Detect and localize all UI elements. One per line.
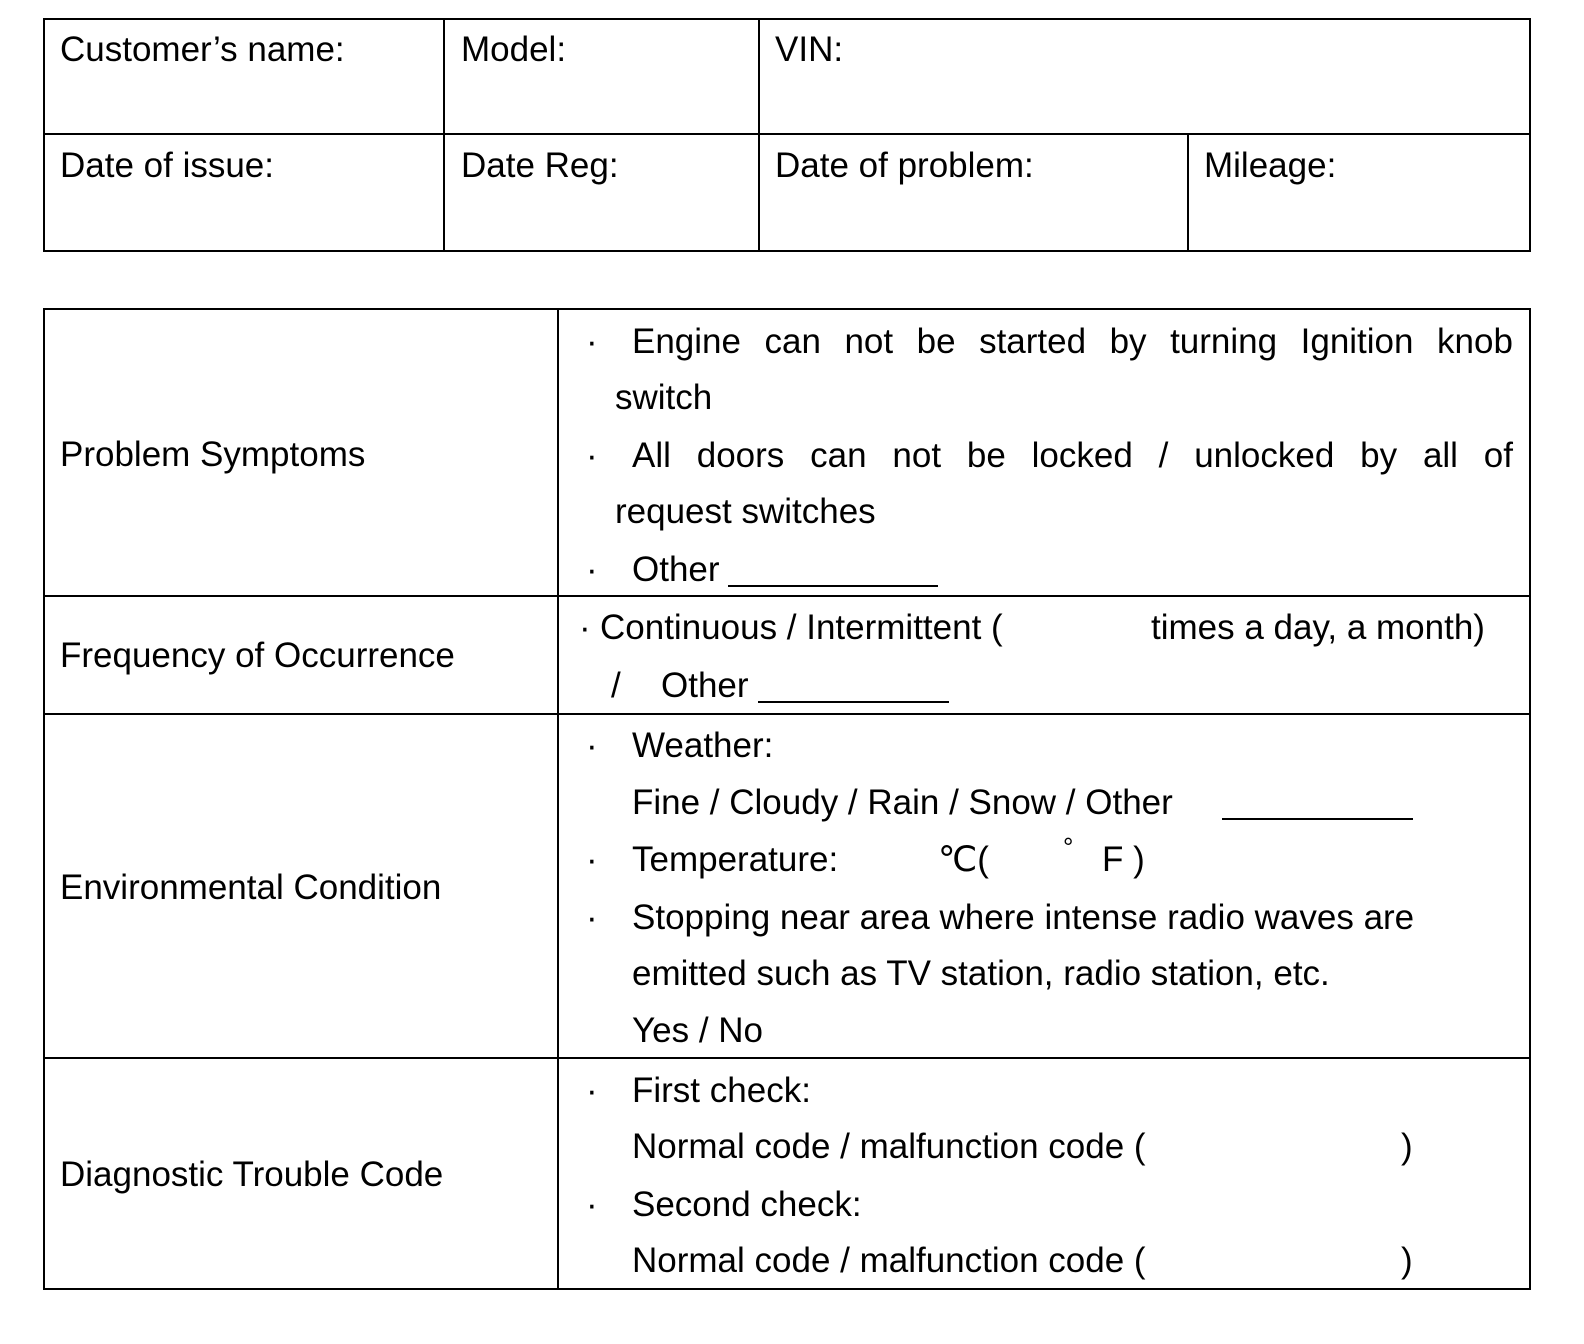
model-field[interactable]: Model: (461, 30, 567, 69)
celsius-unit[interactable]: ℃( (938, 840, 989, 879)
radio-waves-question-line1: Stopping near area where intense radio waves are (632, 898, 1415, 937)
symptom-engine-start-word: not (844, 322, 894, 361)
frequency-other[interactable]: Other (661, 666, 749, 705)
date-reg-field[interactable]: Date Reg: (461, 146, 619, 185)
symptom-engine-start-line2: switch (615, 378, 713, 417)
frequency-label: Frequency of Occurrence (60, 636, 455, 675)
symptom-doors-lock-line2: request switches (615, 492, 876, 531)
bullet: · (586, 726, 598, 765)
symptom-doors-lock-word: can (810, 436, 867, 475)
vin-field[interactable]: VIN: (775, 30, 844, 69)
symptom-engine-start-word: turning (1170, 322, 1278, 361)
bullet: · (586, 436, 598, 475)
symptom-other[interactable]: Other (632, 550, 720, 589)
date-of-problem-field[interactable]: Date of problem: (775, 146, 1034, 185)
dtc-first-check-code[interactable]: Normal code / malfunction code ( (632, 1127, 1146, 1166)
row-divider-3 (43, 1057, 1531, 1059)
frequency-continuous-intermittent[interactable]: Continuous / Intermittent ( (600, 608, 1003, 647)
fahrenheit-unit[interactable]: F ) (1102, 840, 1145, 879)
dtc-second-check-close: ) (1401, 1241, 1413, 1280)
bullet: · (586, 898, 598, 937)
symptom-doors-lock-line1[interactable] (632, 438, 1513, 473)
symptom-engine-start-word: Engine (632, 322, 741, 361)
bullet: · (586, 1071, 598, 1110)
problem-symptoms-label: Problem Symptoms (60, 435, 366, 474)
frequency-times-unit: times a day, a month) (1151, 608, 1485, 647)
symptom-doors-lock-word: all (1422, 436, 1458, 475)
symptom-doors-lock-word: of (1483, 436, 1513, 475)
vehicle-info-col-divider-3 (1187, 133, 1189, 252)
bullet: · (586, 840, 598, 879)
dtc-first-check-label: First check: (632, 1071, 811, 1110)
symptom-engine-start-word: be (916, 322, 956, 361)
mileage-field[interactable]: Mileage: (1204, 146, 1337, 185)
symptom-engine-start-word: started (979, 322, 1087, 361)
radio-waves-answer[interactable]: Yes / No (632, 1011, 764, 1050)
bullet: · (586, 550, 598, 589)
frequency-slash: / (611, 666, 621, 705)
vehicle-info-row-divider (43, 133, 1531, 135)
symptom-doors-lock-word: doors (696, 436, 785, 475)
bullet: · (579, 608, 591, 647)
bullet: · (586, 1185, 598, 1224)
symptom-engine-start-word: Ignition (1300, 322, 1414, 361)
frequency-other-blank[interactable] (758, 701, 949, 703)
environment-label: Environmental Condition (60, 868, 442, 907)
row-divider-1 (43, 595, 1531, 597)
degree-symbol: ° (1063, 832, 1074, 862)
temperature-label: Temperature: (632, 840, 839, 879)
dtc-first-check-close: ) (1401, 1127, 1413, 1166)
symptom-doors-lock-word: unlocked (1194, 436, 1335, 475)
symptom-other-blank[interactable] (728, 585, 938, 587)
symptom-doors-lock-word: by (1360, 436, 1398, 475)
symptom-engine-start-line1[interactable] (632, 324, 1513, 359)
weather-other-blank[interactable] (1222, 818, 1413, 820)
vehicle-info-col-divider-1 (443, 18, 445, 252)
radio-waves-question-line2: emitted such as TV station, radio station, etc. (632, 954, 1330, 993)
row-divider-2 (43, 713, 1531, 715)
symptom-doors-lock-word: All (632, 436, 671, 475)
symptom-engine-start-word: knob (1437, 322, 1513, 361)
date-of-issue-field[interactable]: Date of issue: (60, 146, 274, 185)
symptom-doors-lock-word: be (966, 436, 1006, 475)
symptom-doors-lock-word: locked (1031, 436, 1133, 475)
dtc-second-check-code[interactable]: Normal code / malfunction code ( (632, 1241, 1146, 1280)
symptom-doors-lock-word: not (892, 436, 942, 475)
vehicle-info-col-divider-2 (758, 18, 760, 252)
symptom-doors-lock-word: / (1158, 436, 1169, 475)
symptom-engine-start-word: by (1109, 322, 1147, 361)
weather-options[interactable]: Fine / Cloudy / Rain / Snow / Other (632, 783, 1173, 822)
label-column-divider (557, 308, 559, 1290)
weather-label: Weather: (632, 726, 774, 765)
symptom-engine-start-word: can (764, 322, 821, 361)
dtc-second-check-label: Second check: (632, 1185, 862, 1224)
bullet: · (586, 322, 598, 361)
customer-name-field[interactable]: Customer’s name: (60, 30, 345, 69)
dtc-label: Diagnostic Trouble Code (60, 1155, 444, 1194)
